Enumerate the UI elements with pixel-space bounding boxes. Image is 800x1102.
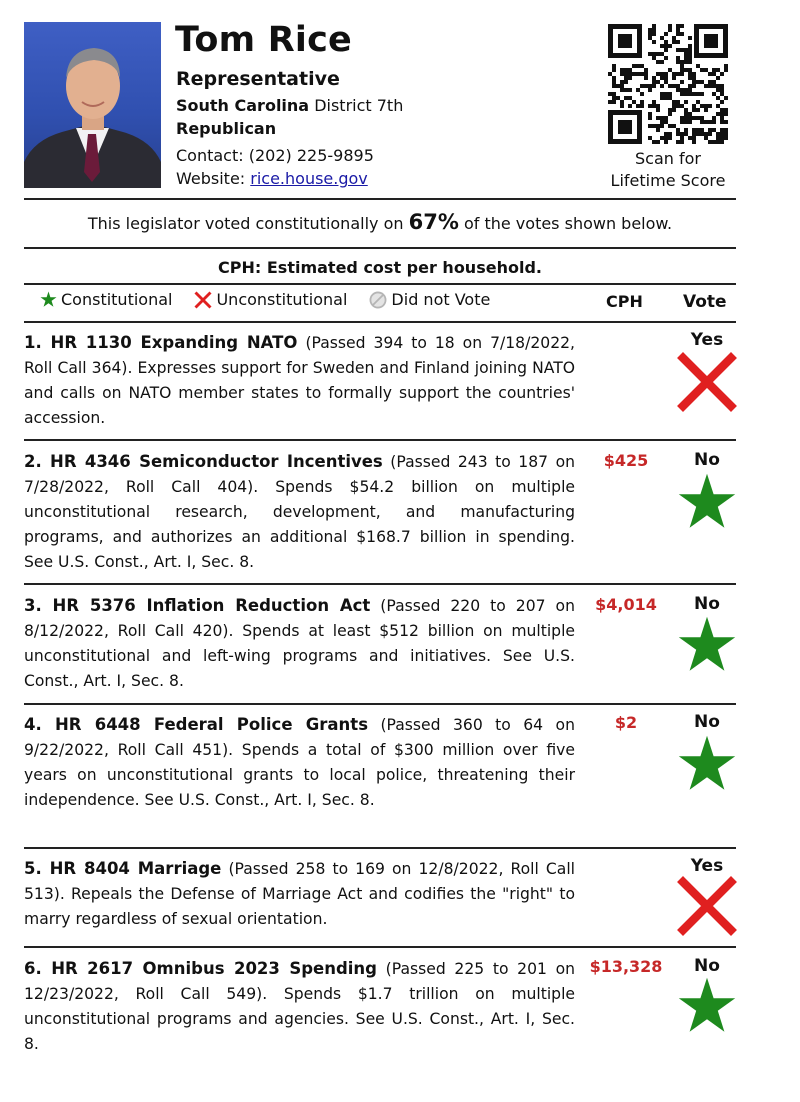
divider (24, 198, 736, 200)
summary-suffix: of the votes shown below. (463, 214, 673, 233)
legend-constitutional-label: Constitutional (61, 290, 173, 309)
star-icon (677, 615, 737, 675)
bill-detail: (Passed 258 to 169 on 12/8/2022, Roll Call 513). Repeals the Defense of Marriage Act and codifies the "right" to marry regardless of sexual orientation. (24, 860, 576, 928)
bill-title: 5. HR 8404 Marriage (24, 859, 222, 878)
vote-value: Yes (690, 856, 724, 876)
qr-caption-line1: Scan for (635, 149, 701, 168)
vote-value: No (694, 450, 720, 470)
legislator-title: Representative (176, 68, 340, 90)
bill-title: 2. HR 4346 Semiconductor Incentives (24, 452, 383, 471)
legend-did-not-vote-label: Did not Vote (391, 290, 491, 309)
summary-percent: 67% (408, 210, 459, 234)
bill-item (24, 593, 575, 694)
cph-column-header: CPH (606, 292, 643, 311)
bill-title: 3. HR 5376 Inflation Reduction Act (24, 596, 371, 615)
star-icon (677, 472, 737, 532)
contact-line (176, 146, 374, 165)
star-icon (677, 976, 737, 1036)
vote-value: No (694, 956, 720, 976)
legend-unconstitutional (194, 290, 347, 309)
cph-value: $4,014 (595, 595, 657, 614)
bill-title: 1. HR 1130 Expanding NATO (24, 333, 298, 352)
star-icon (40, 291, 57, 308)
qr-caption-line2: Lifetime Score (610, 171, 726, 190)
bill-title: 4. HR 6448 Federal Police Grants (24, 715, 369, 734)
cph-value: $13,328 (589, 957, 663, 976)
divider (24, 247, 736, 249)
cross-icon (194, 291, 212, 309)
bill-title: 6. HR 2617 Omnibus 2023 Spending (24, 959, 377, 978)
divider (24, 946, 736, 948)
divider (24, 283, 736, 285)
qr-code[interactable] (606, 22, 730, 146)
no-vote-icon (369, 291, 387, 309)
bill-detail: (Passed 225 to 201 on 12/23/2022, Roll Call 549). Spends $1.7 trillion on multiple unconstitutional programs and agencies. See U.S. Const., Art. I, Sec. 8. (24, 960, 575, 1053)
bill-item (24, 330, 575, 431)
divider (24, 847, 736, 849)
bill-detail: (Passed 220 to 207 on 8/12/2022, Roll Call 420). Spends at least $512 billion on multiple unconstitutional and left-wing programs and initiatives. See U.S. Const., Art. I, Sec. 8. (24, 597, 575, 690)
divider (24, 703, 736, 705)
bill-detail: (Passed 394 to 18 on 7/18/2022, Roll Call 364). Expresses support for Sweden and Finland joining NATO and calls on NATO member states to formally support the countries' accession. (24, 334, 575, 427)
vote-column-header: Vote (683, 292, 727, 312)
district-label: District 7th (314, 96, 404, 115)
qr-caption (596, 148, 740, 192)
website-link[interactable]: rice.house.gov (250, 169, 368, 188)
summary-prefix: This legislator voted constitutionally on (87, 214, 404, 233)
divider (24, 583, 736, 585)
vote-value: No (694, 712, 720, 732)
legend (40, 290, 512, 309)
cph-note: CPH: Estimated cost per household. (218, 258, 542, 277)
state-name: South Carolina (176, 96, 310, 115)
cph-value: $2 (614, 713, 638, 732)
divider (24, 321, 736, 323)
legend-did-not-vote (369, 290, 490, 309)
cross-icon (677, 876, 737, 936)
legislator-party: Republican (176, 119, 277, 138)
divider (24, 439, 736, 441)
bill-item (24, 956, 575, 1057)
legislator-district (176, 96, 403, 115)
constitutional-summary (24, 210, 736, 234)
vote-value: Yes (690, 330, 724, 350)
phone-number: (202) 225-9895 (248, 146, 374, 165)
legend-constitutional (40, 290, 172, 309)
vote-value: No (694, 594, 720, 614)
website-line (176, 169, 368, 188)
bill-detail: (Passed 360 to 64 on 9/22/2022, Roll Call 451). Spends a total of $300 million over five years on unconstitutional grants to local police, threatening their independence. See U.S. Const., Art. I, Sec. 8. (24, 716, 575, 809)
legend-unconstitutional-label: Unconstitutional (216, 290, 348, 309)
star-icon (677, 734, 737, 794)
bill-item (24, 712, 575, 813)
cph-value: $425 (603, 451, 649, 470)
legislator-name: Tom Rice (175, 20, 352, 60)
bill-detail: (Passed 243 to 187 on 7/28/2022, Roll Call 404). Spends $54.2 billion on multiple unconstitutional research, development, and manufacturing programs, and authorizes an additional $168.7 billion in spending. See U.S. Const., Art. I, Sec. 8. (24, 453, 575, 571)
contact-label: Contact: (176, 146, 244, 165)
legislator-photo (24, 22, 161, 188)
cross-icon (677, 352, 737, 412)
bill-item (24, 856, 575, 932)
bill-item (24, 449, 575, 575)
website-label: Website: (176, 169, 246, 188)
